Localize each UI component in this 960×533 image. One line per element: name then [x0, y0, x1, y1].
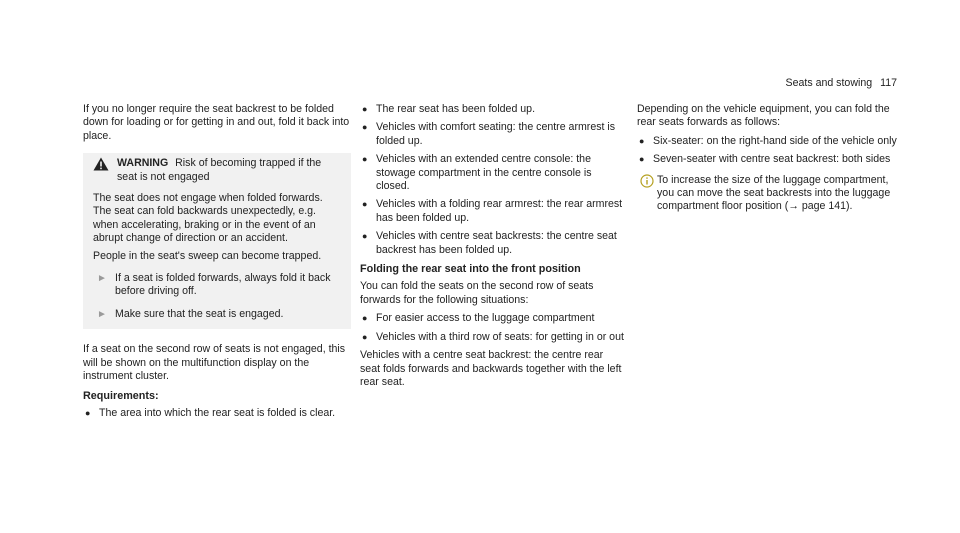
- intro-paragraph: If you no longer require the seat backrest to be folded down for loading or for getting in and out, fold it back into place.: [83, 103, 350, 142]
- bullet-icon: ●: [362, 104, 368, 114]
- section-title: Seats and stowing: [785, 77, 873, 89]
- column-right: [637, 103, 899, 214]
- list-item: ● Vehicles with a third row of seats: for getting in or out: [362, 330, 624, 343]
- info-icon: [637, 174, 657, 188]
- bullet-icon: ●: [362, 331, 368, 342]
- arrow-right-icon: ►: [97, 308, 107, 320]
- list-item: ● Seven-seater with centre seat backrest: both sides: [639, 153, 891, 166]
- list-item: ● Six-seater: on the right-hand side of the vehicle only: [639, 134, 897, 147]
- warning-step-text: Make sure that the seat is engaged.: [115, 307, 284, 320]
- warning-box: [83, 153, 351, 329]
- list-item: ● Vehicles with centre seat backrests: the centre seat backrest has been folded up.: [362, 230, 617, 256]
- column-left: [83, 103, 351, 425]
- status-paragraph: If a seat on the second row of seats is not engaged, this will be shown on the multifunction display on the instrument cluster.: [83, 343, 346, 383]
- warning-triangle-icon: [93, 157, 109, 171]
- warning-step: [93, 308, 341, 321]
- bullet-icon: ●: [362, 154, 368, 165]
- section-heading: Folding the rear seat into the front position: [360, 263, 581, 276]
- warning-label: WARNING: [117, 157, 169, 170]
- warning-text: The seat does not engage when folded forwards. The seat can fold backwards unexpectedly, e.g. when accelerating, braking or in the event of an abrupt change of direction or an accident.: [93, 192, 323, 245]
- list-item: ● The area into which the rear seat is folded is clear.: [85, 406, 336, 419]
- note: [637, 174, 899, 214]
- list-item: ● Vehicles with an extended centre console: the stowage compartment in the centre console is closed.: [362, 153, 592, 193]
- bullet-icon: ●: [639, 135, 645, 146]
- list-item: ● Vehicles with comfort seating: the centre armrest is folded up.: [362, 121, 616, 147]
- paragraph: You can fold the seats on the second row of seats forwards for the following situations:: [360, 280, 594, 306]
- note-text: To increase the size of the luggage compartment, you can move the seat backrests into the luggage compartment floor position (→ page 141).: [657, 173, 891, 213]
- arrow-right-icon: ►: [97, 273, 107, 285]
- warning-text-2: People in the seat's sweep can become trapped.: [93, 249, 322, 262]
- paragraph: Depending on the vehicle equipment, you can fold the rear seats forwards as follows:: [637, 103, 890, 129]
- column-middle: [360, 103, 626, 394]
- list-item: ● Vehicles with a folding rear armrest: the rear armrest has been folded up.: [362, 198, 623, 224]
- requirements-heading: Requirements:: [83, 389, 159, 402]
- bullet-icon: ●: [362, 231, 368, 242]
- list-item: ● The rear seat has been folded up.: [362, 103, 536, 115]
- warning-step-text: If a seat is folded forwards, always fold it back before driving off.: [115, 272, 331, 298]
- list-item: ● For easier access to the luggage compartment: [362, 312, 595, 325]
- page-number: 117: [880, 77, 897, 89]
- warning-header: [93, 157, 341, 184]
- bullet-icon: ●: [362, 122, 368, 133]
- bullet-icon: ●: [85, 407, 91, 418]
- paragraph: Vehicles with a centre seat backrest: the centre rear seat folds forwards and backwards together with the left rear seat.: [360, 349, 622, 388]
- bullet-icon: ●: [362, 199, 368, 210]
- page-header: [786, 77, 897, 90]
- bullet-icon: ●: [639, 154, 645, 165]
- bullet-icon: ●: [362, 313, 368, 324]
- warning-title: Risk of becoming trapped if the seat is not engaged: [117, 157, 322, 183]
- warning-step: [93, 272, 341, 299]
